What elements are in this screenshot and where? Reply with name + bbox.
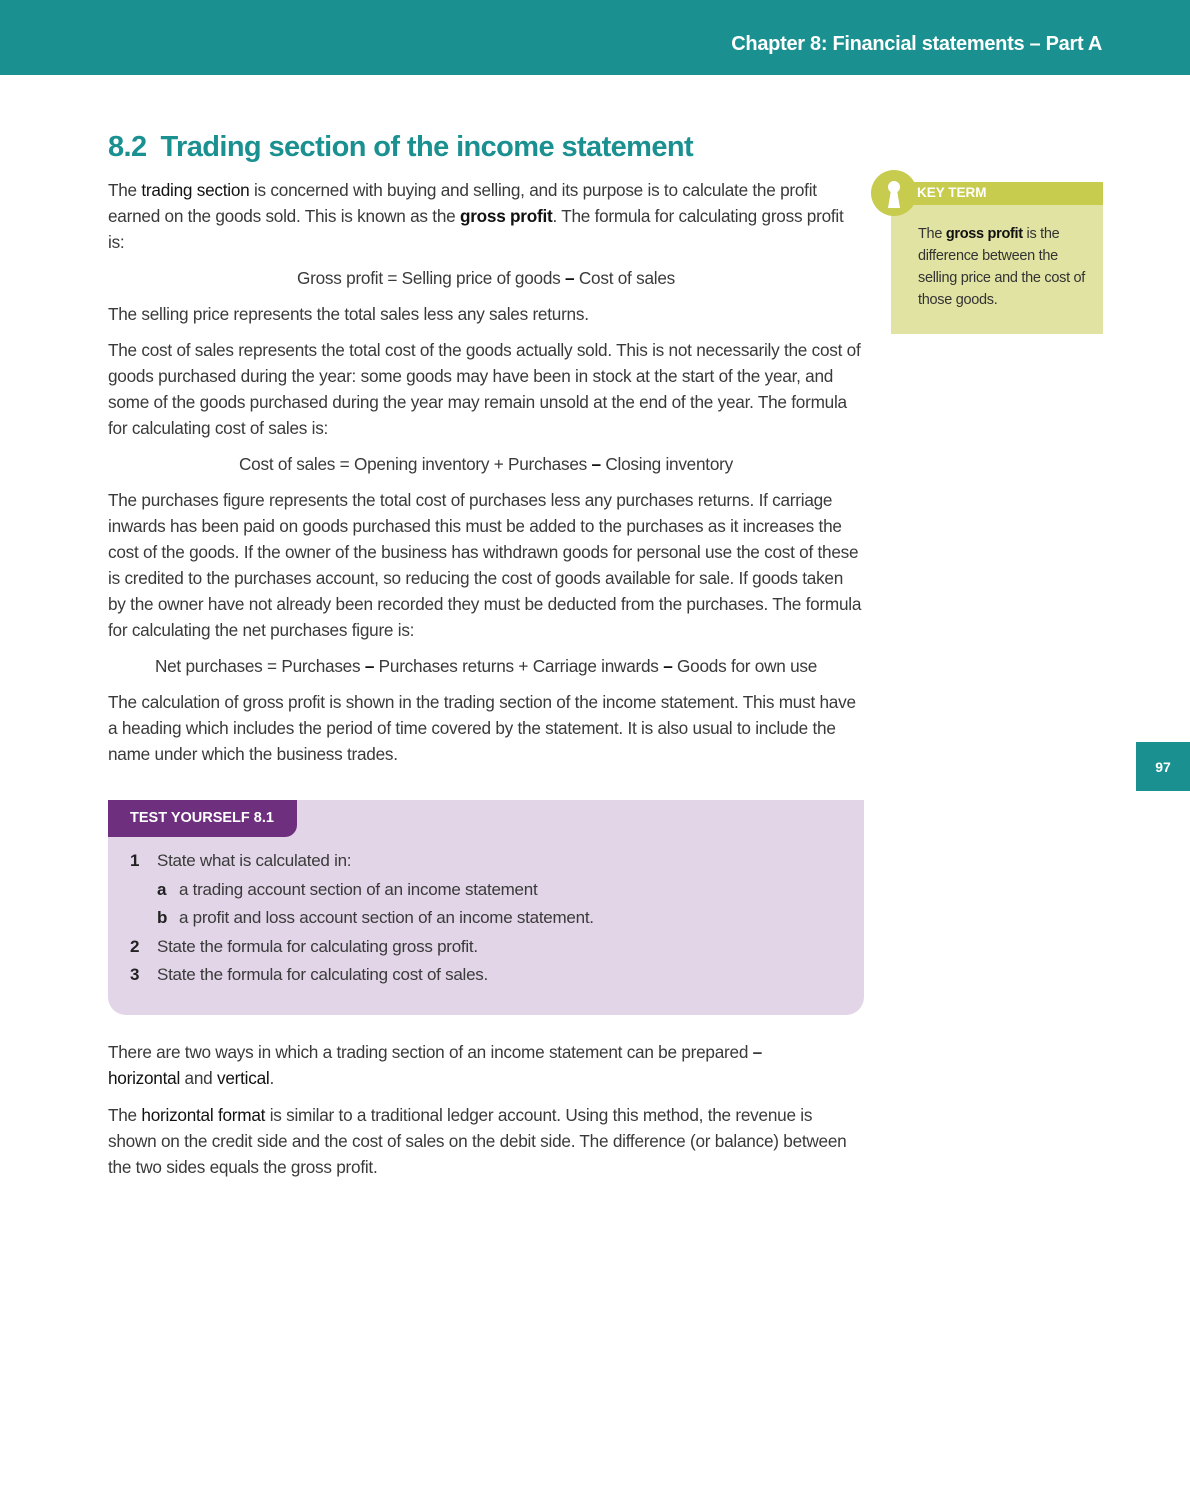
- formula-gross-profit: [108, 265, 864, 291]
- bold-term: gross profit: [945, 226, 1023, 242]
- text: is concerned with buying and selling, and its purpose is to calculate the profit earned on the goods sold. This is known as the: [108, 180, 817, 226]
- text: Purchases returns + Carriage inwards: [374, 656, 664, 676]
- minus-sign: –: [364, 656, 375, 676]
- formula-net-purchases: [108, 653, 864, 679]
- main-text: [108, 177, 864, 777]
- paragraph: [108, 177, 864, 255]
- text: .: [269, 1068, 274, 1088]
- key-term-text: horizontal: [108, 1068, 181, 1088]
- paragraph: [108, 1039, 864, 1091]
- paragraph: The purchases figure represents the total cost of purchases less any purchases returns. If carriage inwards has been paid on goods purchased this must be added to the purchases as it increases the cost of the goods. If the owner of the business has withdrawn goods for personal use the cost of these is credited to the purchases account, so reducing the cost of goods available for sale. If goods taken by the owner have not already been recorded they must be deducted from the purchases. The formula for calculating the net purchases figure is:: [108, 490, 862, 640]
- question-text: State what is calculated in:: [157, 851, 352, 870]
- test-yourself-label: TEST YOURSELF 8.1: [108, 800, 297, 837]
- question-1a: [157, 880, 537, 900]
- question-text: State the formula for calculating gross profit.: [157, 937, 478, 956]
- key-term-label: KEY TERM: [917, 185, 987, 200]
- question-letter: b: [157, 908, 168, 927]
- question-number: 1: [130, 851, 140, 870]
- text: is similar to a traditional ledger account. Using this method, the revenue is shown on the credit side and the cost of sales on the debit side. The difference (or balance) between the two sides equals the gross profit.: [108, 1105, 847, 1177]
- text: is the difference between the selling price and the cost of those goods.: [918, 226, 1086, 308]
- key-term-box: [891, 182, 1103, 334]
- key-term-bar: [891, 182, 1103, 205]
- text: Closing inventory: [600, 454, 733, 474]
- minus-sign: –: [663, 656, 673, 676]
- dash: –: [752, 1042, 762, 1062]
- paragraph: The selling price represents the total sales less any sales returns.: [108, 304, 589, 324]
- paragraph: The calculation of gross profit is shown in the trading section of the income statement. This must have a heading which includes the period of time covered by the statement. It is also usual to include the name under which the business trades.: [108, 692, 856, 764]
- minus-sign: –: [591, 454, 601, 474]
- question-text: State the formula for calculating cost of sales.: [157, 965, 489, 984]
- test-yourself-box: [108, 800, 864, 1015]
- question-2: [130, 937, 478, 957]
- text: The: [108, 180, 142, 200]
- section-title: Trading section of the income statement: [160, 131, 694, 163]
- paragraph: [108, 1102, 864, 1180]
- question-3: [130, 965, 488, 985]
- key-term-definition: [918, 223, 1098, 311]
- question-1: [130, 851, 351, 871]
- lower-text: [108, 1039, 864, 1191]
- text: and: [180, 1068, 218, 1088]
- text: Cost of sales: [574, 268, 675, 288]
- minus-sign: –: [565, 268, 575, 288]
- section-heading: [108, 131, 693, 164]
- question-text: a profit and loss account section of an income statement.: [179, 908, 594, 927]
- text: Goods for own use: [672, 656, 818, 676]
- question-number: 2: [130, 937, 140, 956]
- bold-term: gross profit: [459, 206, 553, 226]
- text: The: [918, 226, 946, 242]
- text: Cost of sales = Opening inventory + Purchases: [239, 454, 592, 474]
- question-1b: [157, 908, 594, 928]
- text: Net purchases = Purchases: [154, 656, 365, 676]
- text: There are two ways in which a trading section of an income statement can be prepared: [108, 1042, 753, 1062]
- question-number: 3: [130, 965, 140, 984]
- key-term-text: horizontal format: [141, 1105, 266, 1125]
- keyhole-icon: [871, 170, 917, 216]
- question-letter: a: [157, 880, 167, 899]
- key-term-text: vertical: [217, 1068, 270, 1088]
- page-number: 97: [1136, 742, 1190, 791]
- chapter-header: [0, 0, 1190, 75]
- text: The: [108, 1105, 142, 1125]
- paragraph: The cost of sales represents the total cost of the goods actually sold. This is not necessarily the cost of goods purchased during the year: some goods may have been in stock at the start of the year, and some of the goods purchased during the year may remain unsold at the end of the year. The formula for calculating cost of sales is:: [108, 340, 861, 438]
- key-term-text: trading section: [141, 180, 250, 200]
- chapter-title: Chapter 8: Financial statements – Part A: [731, 33, 1102, 55]
- text: Gross profit = Selling price of goods: [297, 268, 566, 288]
- question-text: a trading account section of an income statement: [179, 880, 538, 899]
- text: . The formula for calculating gross profit is:: [108, 206, 844, 252]
- formula-cost-of-sales: [108, 451, 864, 477]
- section-number: 8.2: [108, 131, 147, 163]
